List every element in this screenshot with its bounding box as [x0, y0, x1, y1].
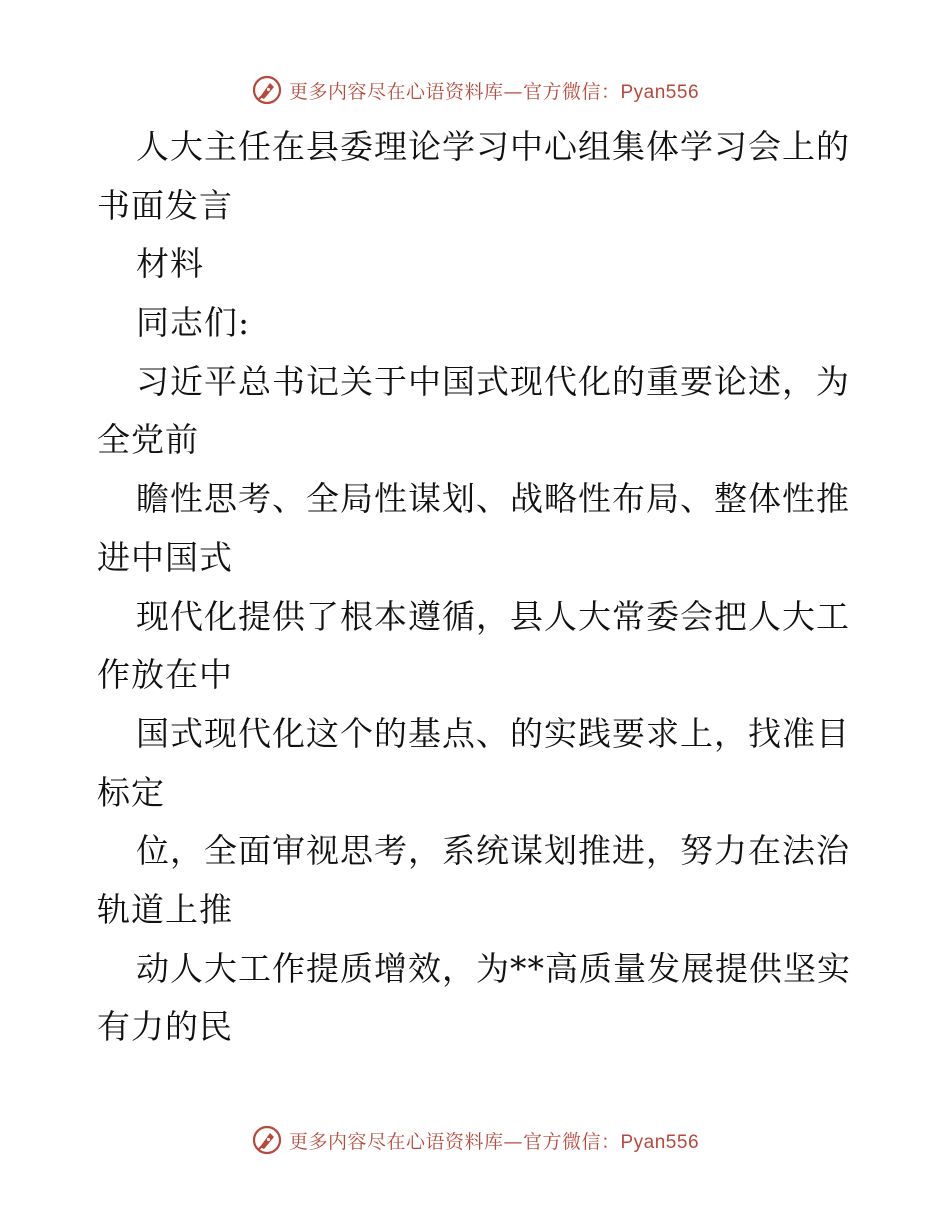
watermark-wechat-id: Pyan556	[620, 1131, 700, 1153]
pen-nib-logo-icon	[251, 74, 283, 106]
text-line: 标定	[97, 772, 165, 812]
text-line: 全党前	[97, 420, 199, 460]
text-line: 书面发言	[97, 185, 233, 225]
text-line: 国式现代化这个的基点、的实践要求上，找准目	[136, 713, 850, 753]
text-line: 材料	[136, 244, 204, 284]
watermark-wechat-id: Pyan556	[620, 81, 700, 103]
text-line: 位，全面审视思考，系统谋划推进，努力在法治	[136, 831, 850, 871]
text-line: 作放在中	[97, 655, 233, 695]
text-line: 现代化提供了根本遵循，县人大常委会把人大工	[136, 596, 850, 636]
document-body	[97, 118, 857, 1057]
watermark-text	[289, 77, 699, 104]
text-line: 习近平总书记关于中国式现代化的重要论述，为	[136, 361, 850, 401]
text-line: 同志们:	[136, 303, 251, 343]
watermark-label: 更多内容尽在心语资料库—官方微信：	[288, 1130, 621, 1153]
text-line: 有力的民	[97, 1007, 233, 1047]
watermark-label: 更多内容尽在心语资料库—官方微信：	[288, 80, 621, 103]
footer-watermark-banner	[0, 1122, 950, 1158]
pen-nib-logo-icon	[251, 1124, 283, 1156]
text-line: 瞻性思考、全局性谋划、战略性布局、整体性推	[136, 479, 850, 519]
watermark-text	[289, 1127, 699, 1154]
text-line: 人大主任在县委理论学习中心组集体学习会上的	[136, 127, 850, 166]
header-watermark-banner	[0, 72, 950, 108]
text-line: 进中国式	[97, 537, 233, 577]
text-line: 动人大工作提质增效，为**高质量发展提供坚实	[136, 948, 851, 988]
text-line: 轨道上推	[97, 889, 233, 929]
